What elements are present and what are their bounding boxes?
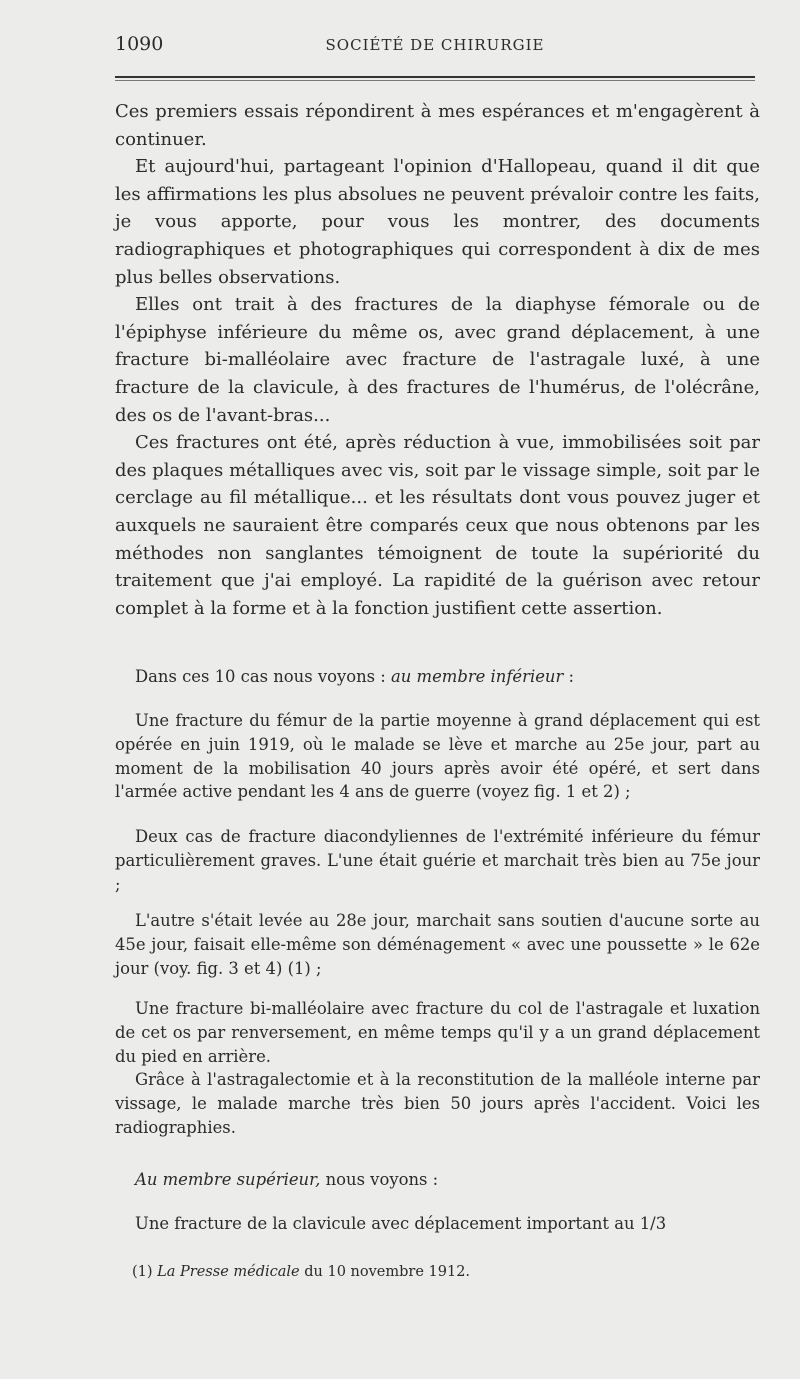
cases-intro-text: Dans ces 10 cas nous voyons : <box>135 667 391 686</box>
case-second-patient <box>115 909 760 980</box>
running-title: SOCIÉTÉ DE CHIRURGIE <box>325 36 545 54</box>
page-header <box>115 33 755 63</box>
main-text <box>115 98 760 622</box>
paragraph-4: Ces fractures ont été, après réduction à vue, immobilisées soit par des plaques métalliques avec vis, soit par le vissage simple, soit par le cerclage au fil métallique... et les résultats dont vous pouvez juger et auxquels ne sauraient être comparés ceux que nous obtenons par les méthodes non sanglantes témoignent de toute la supériorité du traitement que j'ai employé. La rapidité de la guérison avec retour complet à la forme et à la fonction justifient cette assertion. <box>115 432 760 619</box>
case-diacondylian <box>115 825 760 896</box>
case-paragraph: Grâce à l'astragalectomie et à la reconstitution de la malléole interne par vissage, le malade marche très bien 50 jours après l'accident. Voici les radiographies. <box>115 1070 760 1137</box>
case-paragraph: Une fracture bi-malléolaire avec fracture du col de l'astragale et luxation de cet os par renversement, en même temps qu'il y a un grand déplacement du pied en arrière. <box>115 999 760 1066</box>
case-femur <box>115 709 760 804</box>
upper-limb-intro <box>115 1168 760 1192</box>
footnote-journal: La Presse médicale <box>157 1264 300 1280</box>
upper-limb-italic: Au membre supérieur, <box>135 1170 321 1189</box>
footnote <box>132 1262 752 1282</box>
upper-limb-suffix: nous voyons : <box>320 1170 439 1189</box>
paragraph-2: Et aujourd'hui, partageant l'opinion d'Hallopeau, quand il dit que les affirmations les plus absolues ne peuvent prévaloir contre les faits, je vous apporte, pour vous les montrer, des documents radiographiques et photographiques qui correspondent à dix de mes plus belles observations. <box>115 156 760 288</box>
footnote-marker: (1) <box>132 1264 158 1280</box>
case-paragraph: L'autre s'était levée au 28e jour, marchait sans soutien d'aucune sorte au 45e jour, faisait elle-même son déménagement « avec une poussette » le 62e jour (voy. fig. 3 et 4) (1) ; <box>115 911 760 978</box>
cases-intro-suffix: : <box>563 667 575 686</box>
page-number: 1090 <box>115 33 164 55</box>
case-clavicle <box>115 1212 760 1236</box>
case-paragraph: Une fracture de la clavicule avec déplacement important au 1/3 <box>135 1214 667 1233</box>
cases-intro-italic: au membre inférieur <box>391 667 564 686</box>
footnote-text: du 10 novembre 1912. <box>299 1264 471 1280</box>
cases-intro <box>115 665 760 689</box>
case-paragraph: Deux cas de fracture diacondyliennes de l'extrémité inférieure du fémur particulièrement graves. L'une était guérie et marchait très bien au 75e jour ; <box>115 827 760 894</box>
header-rule-thin <box>115 80 755 81</box>
paragraph-1: Ces premiers essais répondirent à mes espérances et m'engagèrent à continuer. <box>115 101 760 150</box>
paragraph-3: Elles ont trait à des fractures de la diaphyse fémorale ou de l'épiphyse inférieure du même os, avec grand déplacement, à une fracture bi-malléolaire avec fracture de l'astragale luxé, à une fracture de la clavicule, à des fractures de l'humérus, de l'olécrâne, des os de l'avant-bras... <box>115 294 760 426</box>
header-rule <box>115 76 755 78</box>
case-paragraph: Une fracture du fémur de la partie moyenne à grand déplacement qui est opérée en juin 1919, où le malade se lève et marche au 25e jour, part au moment de la mobilisation 40 jours après avoir été opéré, et sert dans l'armée active pendant les 4 ans de guerre (voyez fig. 1 et 2) ; <box>115 711 760 802</box>
case-bimalleolar <box>115 997 760 1140</box>
